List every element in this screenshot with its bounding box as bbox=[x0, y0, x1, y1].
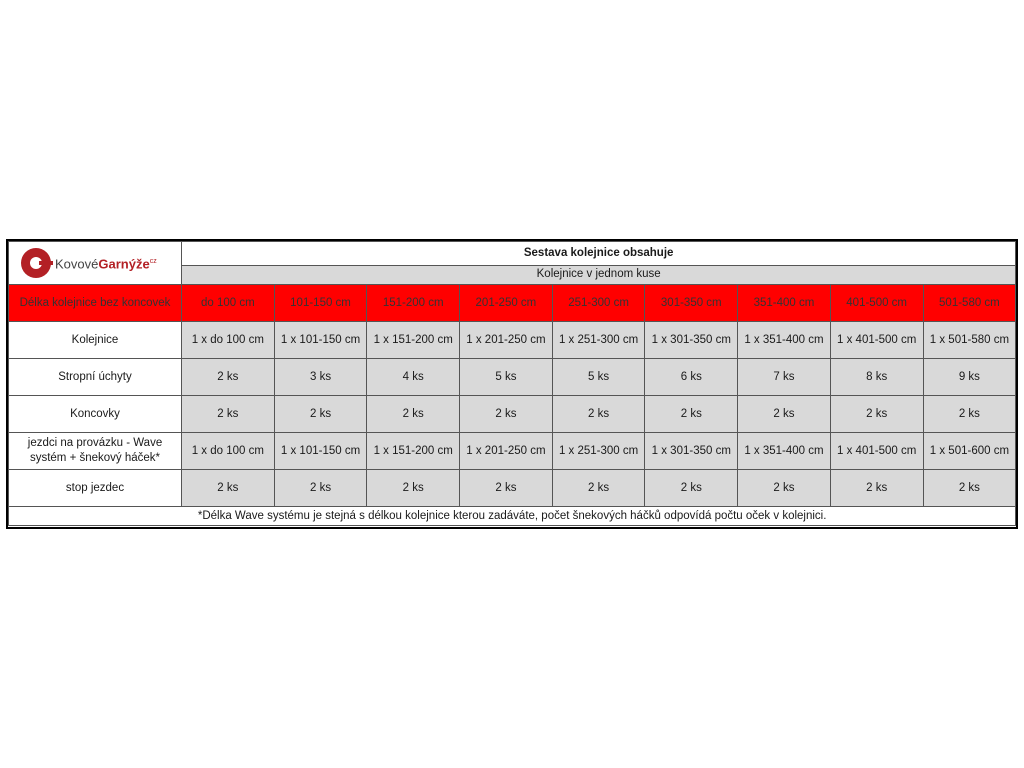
column-header: 101-150 cm bbox=[274, 285, 367, 322]
row-label: Koncovky bbox=[9, 396, 182, 433]
column-header: 351-400 cm bbox=[738, 285, 831, 322]
table-cell: 1 x 151-200 cm bbox=[367, 433, 460, 470]
table-cell: 2 ks bbox=[367, 396, 460, 433]
table-cell: 1 x 301-350 cm bbox=[645, 433, 738, 470]
table-cell: 8 ks bbox=[830, 359, 923, 396]
table-cell: 1 x 251-300 cm bbox=[552, 433, 645, 470]
brand-logo-mark-icon bbox=[21, 248, 51, 278]
table-cell: 2 ks bbox=[552, 470, 645, 507]
table-cell: 2 ks bbox=[182, 470, 275, 507]
table-cell: 2 ks bbox=[738, 470, 831, 507]
brand-logo bbox=[9, 242, 181, 284]
table-cell: 1 x 501-600 cm bbox=[923, 433, 1016, 470]
table-cell: 2 ks bbox=[923, 470, 1016, 507]
row-label: stop jezdec bbox=[9, 470, 182, 507]
table-cell: 2 ks bbox=[182, 396, 275, 433]
table-cell: 2 ks bbox=[182, 359, 275, 396]
column-header: 401-500 cm bbox=[830, 285, 923, 322]
table-row bbox=[9, 433, 1016, 470]
table-row bbox=[9, 359, 1016, 396]
table-cell: 7 ks bbox=[738, 359, 831, 396]
table-cell: 1 x 251-300 cm bbox=[552, 322, 645, 359]
brand-logo-text: KovovéGarnýže$^{cz}$ bbox=[55, 256, 157, 272]
spec-table bbox=[8, 241, 1016, 526]
table-cell: 1 x 201-250 cm bbox=[460, 433, 553, 470]
table-cell: 2 ks bbox=[274, 470, 367, 507]
table-cell: 2 ks bbox=[460, 470, 553, 507]
table-cell: 1 x 201-250 cm bbox=[460, 322, 553, 359]
table-cell: 1 x 101-150 cm bbox=[274, 322, 367, 359]
footnote: *Délka Wave systému je stejná s délkou kolejnice kterou zadáváte, počet šnekových háčků odpovídá počtu oček v kolejnici. bbox=[9, 507, 1016, 526]
table-cell: 2 ks bbox=[830, 470, 923, 507]
column-header: do 100 cm bbox=[182, 285, 275, 322]
table-cell: 2 ks bbox=[274, 396, 367, 433]
table-title: Sestava kolejnice obsahuje bbox=[182, 242, 1016, 266]
table-cell: 2 ks bbox=[645, 396, 738, 433]
column-header: 301-350 cm bbox=[645, 285, 738, 322]
table-cell: 9 ks bbox=[923, 359, 1016, 396]
column-header: 151-200 cm bbox=[367, 285, 460, 322]
table-cell: 1 x 401-500 cm bbox=[830, 433, 923, 470]
table-row bbox=[9, 396, 1016, 433]
table-cell: 2 ks bbox=[552, 396, 645, 433]
row-label: Stropní úchyty bbox=[9, 359, 182, 396]
table-subtitle: Kolejnice v jednom kuse bbox=[182, 265, 1016, 284]
row-label: Kolejnice bbox=[9, 322, 182, 359]
table-row bbox=[9, 470, 1016, 507]
table-cell: 2 ks bbox=[367, 470, 460, 507]
spec-table-sheet bbox=[6, 239, 1018, 529]
table-cell: 2 ks bbox=[738, 396, 831, 433]
header-row bbox=[9, 285, 1016, 322]
table-cell: 1 x do 100 cm bbox=[182, 433, 275, 470]
table-row bbox=[9, 322, 1016, 359]
table-cell: 1 x 351-400 cm bbox=[738, 433, 831, 470]
table-cell: 5 ks bbox=[460, 359, 553, 396]
table-cell: 1 x 151-200 cm bbox=[367, 322, 460, 359]
table-cell: 1 x do 100 cm bbox=[182, 322, 275, 359]
table-cell: 2 ks bbox=[460, 396, 553, 433]
table-cell: 5 ks bbox=[552, 359, 645, 396]
column-header: 501-580 cm bbox=[923, 285, 1016, 322]
table-cell: 4 ks bbox=[367, 359, 460, 396]
column-header: 251-300 cm bbox=[552, 285, 645, 322]
table-cell: 2 ks bbox=[830, 396, 923, 433]
header-row-label: Délka kolejnice bez koncovek bbox=[9, 285, 182, 322]
table-cell: 1 x 101-150 cm bbox=[274, 433, 367, 470]
table-cell: 1 x 301-350 cm bbox=[645, 322, 738, 359]
table-cell: 2 ks bbox=[923, 396, 1016, 433]
logo-cell bbox=[9, 242, 182, 285]
table-cell: 2 ks bbox=[645, 470, 738, 507]
table-cell: 1 x 501-580 cm bbox=[923, 322, 1016, 359]
table-cell: 1 x 351-400 cm bbox=[738, 322, 831, 359]
table-cell: 1 x 401-500 cm bbox=[830, 322, 923, 359]
table-cell: 3 ks bbox=[274, 359, 367, 396]
row-label: jezdci na provázku - Wave systém + šnekový háček* bbox=[9, 433, 182, 470]
column-header: 201-250 cm bbox=[460, 285, 553, 322]
table-cell: 6 ks bbox=[645, 359, 738, 396]
